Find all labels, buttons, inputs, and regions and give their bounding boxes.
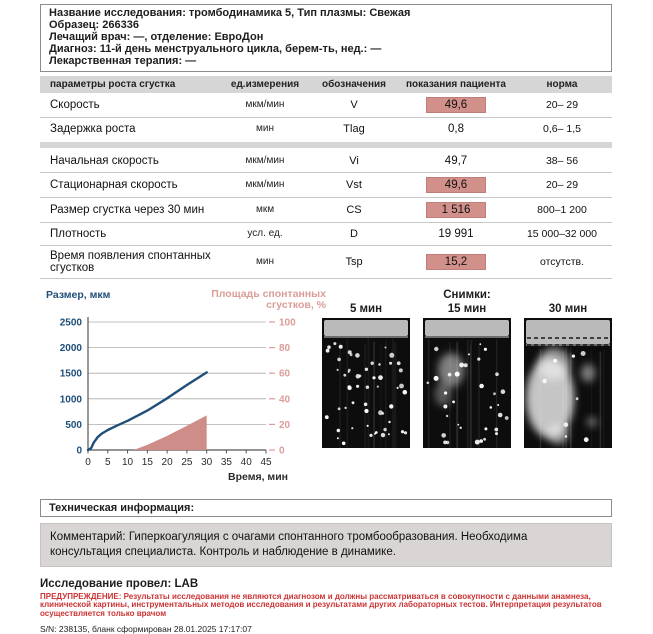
snapshot-image	[423, 318, 511, 448]
param-value	[400, 172, 512, 197]
value-highlight: 49,6	[426, 177, 486, 193]
value-highlight: 1 516	[426, 202, 486, 218]
charts-section	[40, 289, 612, 485]
svg-text:2500: 2500	[59, 317, 82, 329]
snapshot-image	[524, 318, 612, 448]
param-name: Размер сгустка через 30 мин	[40, 197, 222, 222]
svg-text:1000: 1000	[59, 393, 82, 405]
svg-text:25: 25	[181, 456, 193, 468]
value-plain: 0,8	[448, 122, 464, 135]
col-header-norm: норма	[512, 76, 612, 93]
table-header-row	[40, 76, 612, 93]
svg-text:1500: 1500	[59, 368, 82, 380]
doctor-line: Лечащий врач: —, отделение: ЕвроДон	[49, 30, 264, 43]
param-value	[400, 245, 512, 278]
param-unit: мин	[222, 117, 308, 141]
svg-text:40: 40	[240, 456, 252, 468]
param-symbol: Vi	[308, 149, 400, 173]
value-highlight: 49,6	[426, 97, 486, 113]
left-axis-title: Размер, мкм	[46, 288, 111, 301]
param-value	[400, 117, 512, 141]
svg-text:0: 0	[85, 456, 91, 468]
value-highlight: 15,2	[426, 254, 486, 270]
svg-text:60: 60	[279, 368, 291, 380]
param-symbol: V	[308, 93, 400, 118]
snapshot-column	[423, 303, 511, 448]
therapy-line: Лекарственная терапия: —	[49, 54, 197, 67]
warning-text: ПРЕДУПРЕЖДЕНИЕ: Результаты исследования не являются диагнозом и должны рассматриваться в совокупности с данными анамнеза, клинической картины, инструментальных методов исследования и результатами других лабораторных тестов. Интерпретация результатов осуществляется только врачом	[40, 591, 602, 618]
col-header-parameter: параметры роста сгустка	[40, 76, 222, 93]
svg-text:Время, мин: Время, мин	[228, 470, 288, 483]
param-norm: 20– 29	[512, 93, 612, 118]
param-value	[400, 93, 512, 118]
sample-line: Образец: 266336	[49, 18, 139, 31]
table-row	[40, 245, 612, 278]
table-row	[40, 197, 612, 222]
param-norm: 38– 56	[512, 149, 612, 173]
param-symbol: Tlag	[308, 117, 400, 141]
param-symbol: CS	[308, 197, 400, 222]
parameters-table	[40, 76, 612, 279]
svg-text:0: 0	[279, 445, 285, 457]
col-header-symbol: обозначения	[308, 76, 400, 93]
table-row	[40, 222, 612, 245]
table-row	[40, 93, 612, 118]
svg-text:2000: 2000	[59, 342, 82, 354]
param-norm: отсутств.	[512, 245, 612, 278]
param-value	[400, 222, 512, 245]
param-unit: мкм	[222, 197, 308, 222]
param-name: Плотность	[40, 222, 222, 245]
growth-chart	[40, 289, 336, 485]
snapshots-grid	[322, 303, 612, 448]
param-name: Время появления спонтанных сгустков	[40, 245, 222, 278]
snapshot-column	[524, 303, 612, 448]
snapshot-label: 15 мин	[447, 302, 487, 315]
param-unit: мкм/мин	[222, 149, 308, 173]
svg-text:10: 10	[121, 456, 134, 468]
svg-text:80: 80	[279, 342, 291, 354]
svg-text:5: 5	[104, 456, 111, 468]
snapshots-panel	[322, 289, 612, 485]
table-group-separator	[40, 141, 612, 149]
param-symbol: D	[308, 222, 400, 245]
svg-text:40: 40	[279, 393, 291, 405]
table-row	[40, 149, 612, 173]
performed-by-line: Исследование провел: LAB	[40, 577, 199, 590]
col-header-patient-value: показания пациента	[400, 76, 512, 93]
svg-text:500: 500	[65, 419, 82, 431]
svg-text:30: 30	[201, 456, 213, 468]
table-row	[40, 117, 612, 141]
svg-text:45: 45	[260, 456, 272, 468]
param-unit: мин	[222, 245, 308, 278]
svg-text:0: 0	[76, 445, 82, 457]
snapshots-title: Снимки:	[443, 288, 491, 301]
right-axis-title: Площадь спонтанных сгустков, %	[211, 287, 326, 311]
study-name-line: Название исследования: тромбодинамика 5, Тип плазмы: Свежая	[49, 7, 411, 19]
snapshot-label: 5 мин	[349, 302, 383, 315]
param-name: Начальная скорость	[40, 149, 222, 173]
param-norm: 800–1 200	[512, 197, 612, 222]
param-name: Скорость	[40, 93, 222, 118]
param-value	[400, 149, 512, 173]
diagnosis-line: Диагноз: 11-й день менструального цикла, берем-ть, нед.: —	[49, 42, 382, 55]
param-norm: 15 000–32 000	[512, 222, 612, 245]
param-name: Задержка роста	[40, 117, 222, 141]
param-unit: мкм/мин	[222, 172, 308, 197]
param-symbol: Tsp	[308, 245, 400, 278]
svg-text:20: 20	[161, 456, 173, 468]
param-norm: 0,6– 1,5	[512, 117, 612, 141]
technical-info-header: Техническая информация:	[40, 499, 612, 517]
table-row	[40, 172, 612, 197]
svg-text:20: 20	[279, 419, 291, 431]
value-plain: 19 991	[438, 227, 474, 240]
svg-text:35: 35	[220, 456, 233, 468]
param-symbol: Vst	[308, 172, 400, 197]
snapshot-label: 30 мин	[548, 302, 588, 315]
serial-number-line: S/N: 238135, бланк сформирован 28.01.2025 17:17:07	[40, 624, 252, 634]
value-plain: 49,7	[444, 154, 468, 167]
svg-text:15: 15	[141, 456, 153, 468]
param-unit: усл. ед.	[222, 222, 308, 245]
patient-info-box	[40, 4, 612, 72]
param-name: Стационарная скорость	[40, 172, 222, 197]
param-unit: мкм/мин	[222, 93, 308, 118]
svg-text:100: 100	[279, 317, 296, 329]
param-value	[400, 197, 512, 222]
growth-chart-svg	[40, 312, 336, 484]
comment-box: Комментарий: Гиперкоагуляция с очагами спонтанного тромбообразования. Необходима консультация специалиста. Контроль и наблюдение в динамике.	[40, 523, 612, 567]
col-header-unit: ед.измерения	[222, 76, 308, 93]
param-norm: 20– 29	[512, 172, 612, 197]
